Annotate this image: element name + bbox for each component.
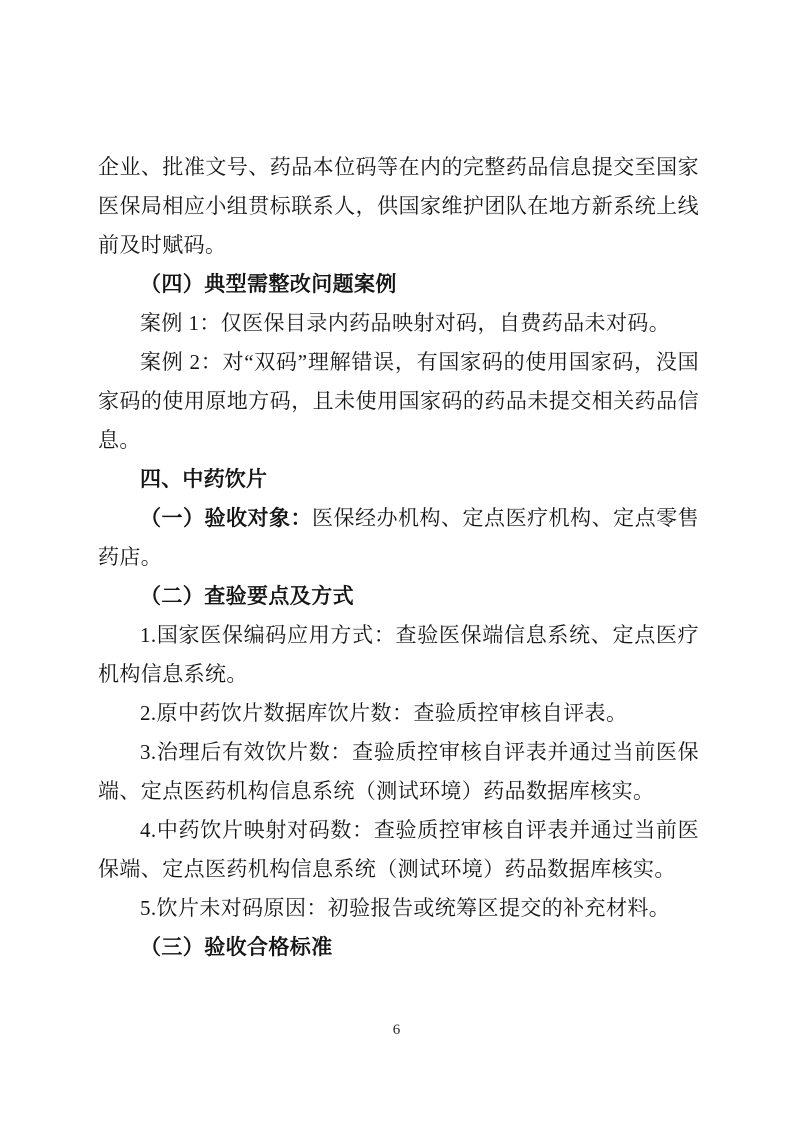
paragraph-item-3: 3.治理后有效饮片数：查验质控审核自评表并通过当前医保端、定点医药机构信息系统（测试环境）药品数据库核实。 (98, 740, 699, 803)
section-heading-inspection-points: （二）查验要点及方式 (140, 584, 354, 608)
paragraph-item-5: 5.饮片未对码原因：初验报告或统筹区提交的补充材料。 (140, 896, 671, 920)
paragraph-continuation: 企业、批准文号、药品本位码等在内的完整药品信息提交至国家医保局相应小组贯标联系人，供国家维护团队在地方新系统上线前及时赋码。 (98, 155, 699, 257)
page-number: 6 (392, 1022, 401, 1038)
paragraph-case-1: 案例 1：仅医保目录内药品映射对码，自费药品未对码。 (140, 311, 671, 335)
section-heading-four-cases: （四）典型需整改问题案例 (140, 272, 397, 296)
paragraph-item-4: 4.中药饮片映射对码数：查验质控审核自评表并通过当前医保端、定点医药机构信息系统（测试环境）药品数据库核实。 (98, 818, 699, 881)
paragraph-lead-label: （一）验收对象： (140, 506, 313, 530)
chapter-heading-tcm-pieces: 四、中药饮片 (140, 468, 268, 491)
section-heading-acceptance-criteria: （三）验收合格标准 (140, 935, 333, 959)
paragraph-acceptance-target (98, 499, 699, 577)
document-body (98, 148, 699, 967)
paragraph-lead-body: 医保经办机构、定点医疗机构、定点零售药店。 (98, 506, 699, 569)
paragraph-item-1: 1.国家医保编码应用方式：查验医保端信息系统、定点医疗机构信息系统。 (98, 623, 699, 686)
paragraph-item-2: 2.原中药饮片数据库饮片数：查验质控审核自评表。 (140, 701, 628, 725)
paragraph-case-2: 案例 2：对“双码”理解错误，有国家码的使用国家码，没国家码的使用原地方码，且未使用国家码的药品未提交相关药品信息。 (98, 350, 699, 452)
